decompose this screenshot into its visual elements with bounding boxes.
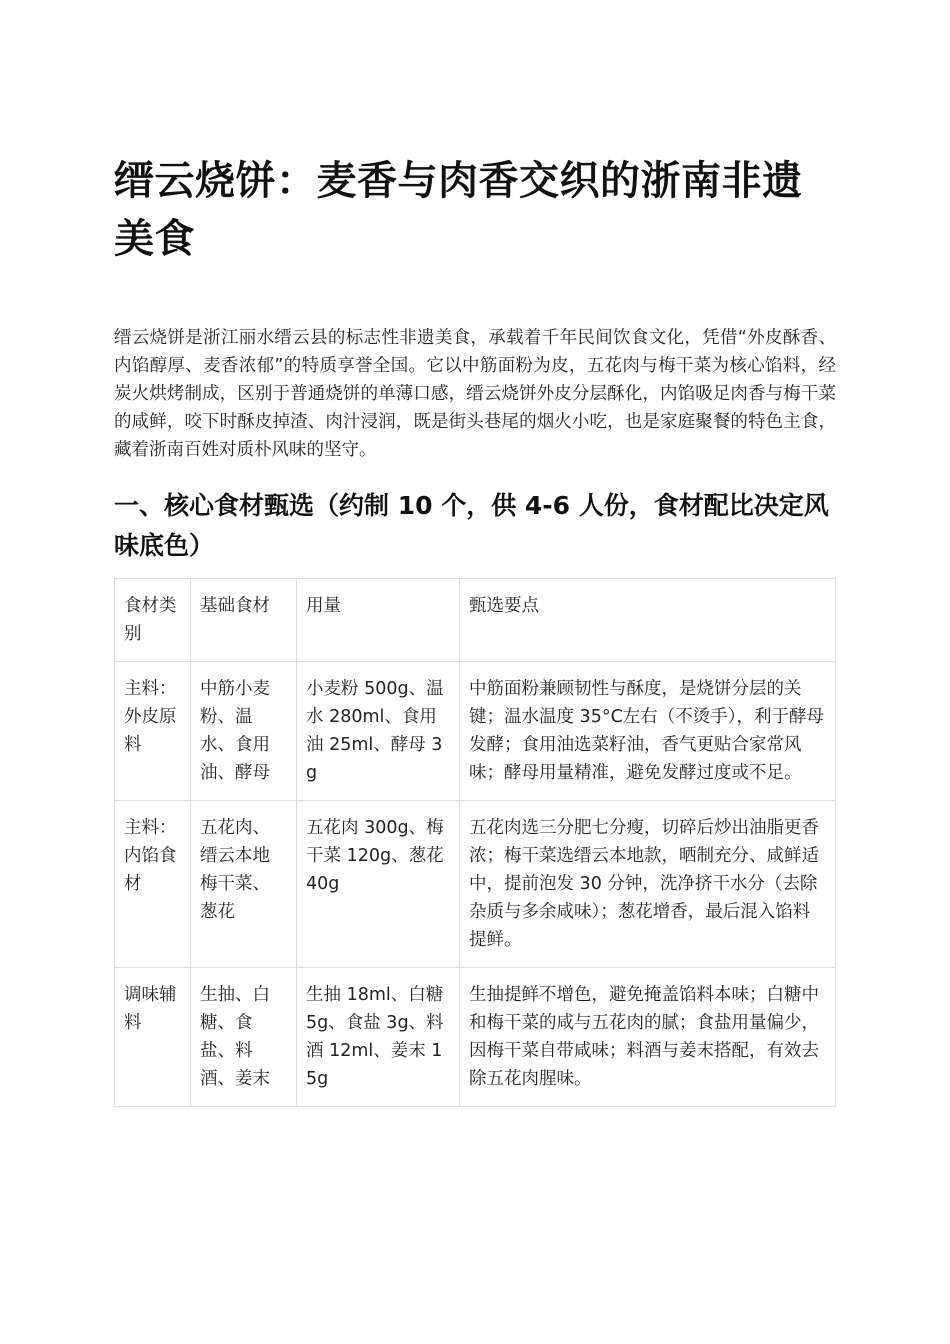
table-header-cell: 用量 <box>297 579 460 662</box>
table-cell-amount: 小麦粉 500g、温水 280ml、食用油 25ml、酵母 3g <box>297 662 460 801</box>
ingredients-table <box>114 578 836 1107</box>
table-cell-category: 主料：外皮原料 <box>115 662 191 801</box>
intro-paragraph: 缙云烧饼是浙江丽水缙云县的标志性非遗美食，承载着千年民间饮食文化，凭借“外皮酥香、内馅醇厚、麦香浓郁”的特质享誉全国。它以中筋面粉为皮，五花肉与梅干菜为核心馅料，经炭火烘烤制成，区别于普通烧饼的单薄口感，缙云烧饼外皮分层酥化，内馅吸足肉香与梅干菜的咸鲜，咬下时酥皮掉渣、肉汁浸润，既是街头巷尾的烟火小吃，也是家庭聚餐的特色主食，藏着浙南百姓对质朴风味的坚守。 <box>114 328 836 460</box>
table-cell-ingredients: 生抽、白糖、食盐、料酒、姜末 <box>191 968 297 1107</box>
table-cell-category: 主料：内馅食材 <box>115 801 191 968</box>
table-cell-amount: 五花肉 300g、梅干菜 120g、葱花 40g <box>297 801 460 968</box>
document-title: 缙云烧饼：麦香与肉香交织的浙南非遗美食 <box>114 158 803 262</box>
table-row <box>115 801 836 968</box>
table-header-cell: 食材类别 <box>115 579 191 662</box>
table-cell-amount: 生抽 18ml、白糖 5g、食盐 3g、料酒 12ml、姜末 15g <box>297 968 460 1107</box>
table-header-cell: 甄选要点 <box>460 579 836 662</box>
table-row <box>115 968 836 1107</box>
table-header-cell: 基础食材 <box>191 579 297 662</box>
table-header-row <box>115 579 836 662</box>
table-row <box>115 662 836 801</box>
section-heading-ingredients: 一、核心食材甄选（约制 10 个，供 4-6 人份，食材配比决定风味底色） <box>114 491 829 560</box>
table-cell-ingredients: 五花肉、缙云本地梅干菜、葱花 <box>191 801 297 968</box>
table-cell-category: 调味辅料 <box>115 968 191 1107</box>
table-cell-notes: 生抽提鲜不增色，避免掩盖馅料本味；白糖中和梅干菜的咸与五花肉的腻；食盐用量偏少，因梅干菜自带咸味；料酒与姜末搭配，有效去除五花肉腥味。 <box>460 968 836 1107</box>
table-cell-notes: 五花肉选三分肥七分瘦，切碎后炒出油脂更香浓；梅干菜选缙云本地款，晒制充分、咸鲜适中，提前泡发 30 分钟，洗净挤干水分（去除杂质与多余咸味）；葱花增香，最后混入馅料提鲜。 <box>460 801 836 968</box>
table-cell-notes: 中筋面粉兼顾韧性与酥度，是烧饼分层的关键；温水温度 35°C左右（不烫手），利于酵母发酵；食用油选菜籽油，香气更贴合家常风味；酵母用量精准，避免发酵过度或不足。 <box>460 662 836 801</box>
table-cell-ingredients: 中筋小麦粉、温水、食用油、酵母 <box>191 662 297 801</box>
